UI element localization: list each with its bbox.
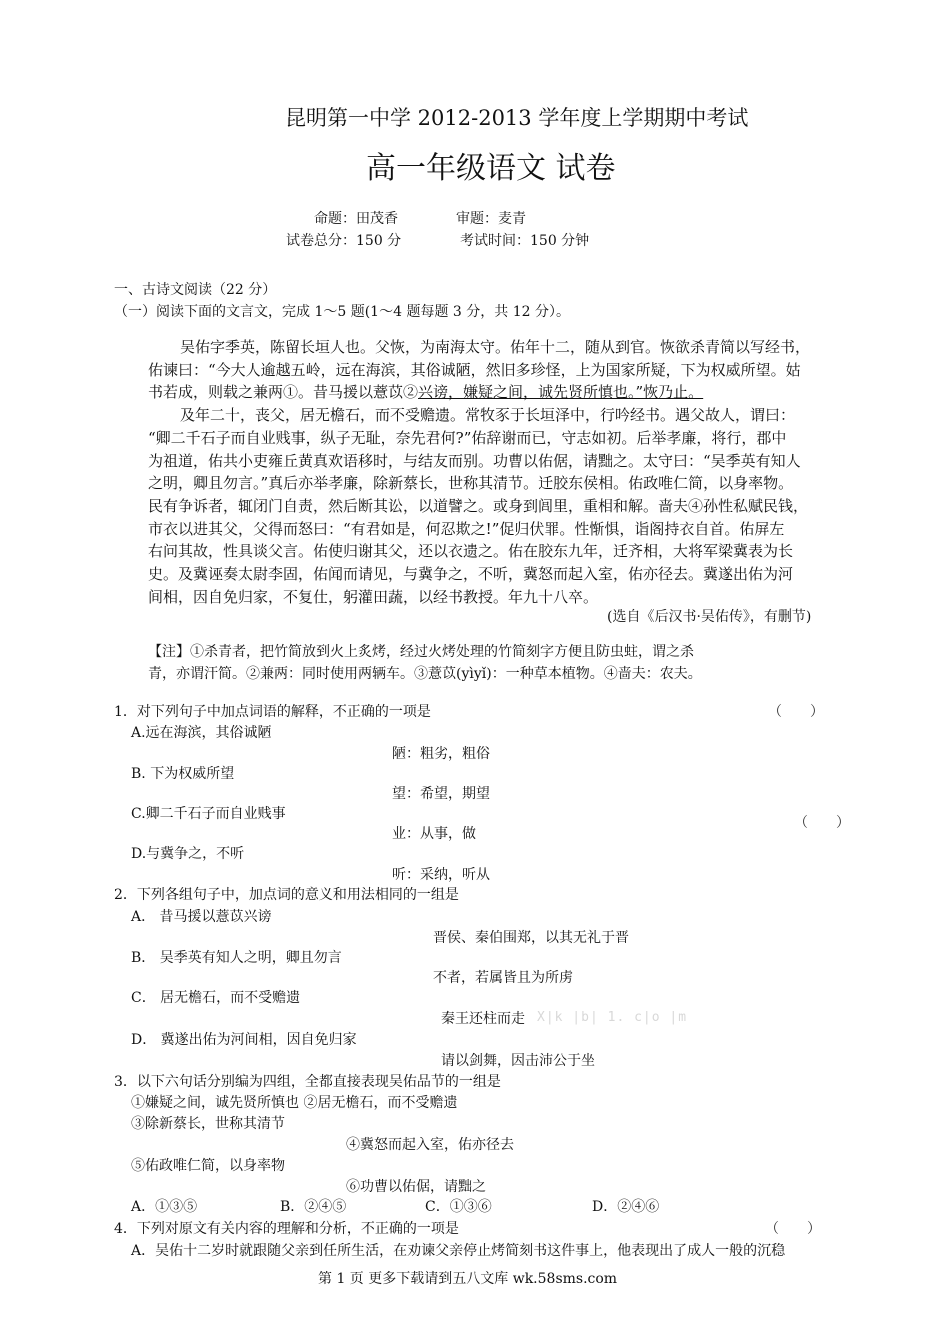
author-label: 命题：田茂香 [314,211,398,227]
note-line-1: 【注】①杀青者，把竹简放到火上炙烤，经过火烤处理的竹简刻字方便且防虫蛀，谓之杀 [148,644,694,660]
answer-bracket[interactable]: （ ） [765,1221,821,1237]
classical-passage [148,336,810,608]
q1-option-c[interactable]: C.卿二千石子而自业贱事 [131,806,286,822]
q3-statement-row: ⑥功曹以佑倨，请黜之 [346,1179,486,1195]
q1-option-b[interactable]: B. 下为权威所望 [131,766,235,782]
page-footer: 第 1 页 更多下载请到五八文库 wk.58sms.com [318,1271,618,1287]
question-1-stem: 1．对下列句子中加点词语的解释，不正确的一项是 [114,704,431,720]
passage-line [148,381,810,404]
underlined-sentence: 兴谤，嫌疑之间，诚先贤所慎也。”恢乃止。 [418,383,704,402]
q3-statement-row: ①嫌疑之间，诚先贤所慎也 ②居无檐石，而不受赡遗 [131,1095,458,1111]
exam-subtitle: 高一年级语文 试卷 [366,151,616,186]
question-4-stem: 4．下列对原文有关内容的理解和分析，不正确的一项是 [114,1221,459,1237]
reviewer-label: 审题：麦青 [456,211,526,227]
q2-option-d[interactable]: D． 冀遂出佑为河间相，因自免归家 [131,1032,357,1048]
passage-line: 佑谏曰：“今大人逾越五岭，远在海滨，其俗诚陋，然旧多珍怪，上为国家所疑，下为权威所望。姑 [148,360,801,379]
question-3-stem: 3．以下六句话分别编为四组，全都直接表现吴佑品节的一组是 [114,1074,501,1090]
q2-option-c[interactable]: C． 居无檐石，而不受赡遗 [131,990,301,1006]
q1-option-a[interactable]: A.远在海滨，其俗诚陋 [131,725,272,741]
total-score: 试卷总分：150 分 [286,233,402,249]
question-2-stem: 2．下列各组句子中，加点词的意义和用法相同的一组是 [114,887,459,903]
passage-line: 及年二十，丧父，居无檐石，而不受赡遗。常牧豕于长垣泽中，行吟经书。遇父故人，谓曰： [180,406,796,425]
passage-line: 市衣以进其父，父得而怒曰：“有君如是，何忍欺之!”促归伏罪。性惭惧，诣阁持衣自首。佑屏左 [148,519,785,538]
passage-line: 吴佑字季英，陈留长垣人也。父恢，为南海太守。佑年十二，随从到官。恢欲杀青简以写经书， [180,338,811,356]
passage-line: 间相，因自免归家，不复仕，躬灌田蔬，以经书教授。年九十八卒。 [148,587,599,606]
q3-option-a[interactable]: A．①③⑤ [131,1199,198,1215]
q3-statement-row: ④冀怒而起入室，佑亦径去 [346,1137,514,1153]
q3-option-b[interactable]: B．②④⑤ [280,1199,347,1215]
q2-option-c-pair: 秦王还柱而走 [441,1011,525,1027]
section-subheading: （一）阅读下面的文言文，完成 1～5 题(1～4 题每题 3 分，共 12 分）。 [114,304,570,320]
q1-option-c-gloss: 业：从事，做 [392,826,476,842]
q2-option-b[interactable]: B． 吴季英有知人之明，卿且勿言 [131,950,342,966]
answer-bracket[interactable]: （ ） [794,815,850,831]
passage-line-text: 书若成，则载之兼两①。昔马援以薏苡② [148,383,419,402]
passage-line: 史。及冀诬奏太尉李固，佑闻而请见，与冀争之，不听，冀怒而起入室，佑亦径去。冀遂出佑为河 [148,565,794,584]
passage-line: 之明，卿且勿言。”真后亦举孝廉，除新蔡长，世称其清节。迁胶东侯相。佑政唯仁简，以身率物。 [148,474,794,493]
section-heading: 一、古诗文阅读（22 分） [114,282,277,298]
q1-option-a-gloss: 陋：粗劣，粗俗 [392,746,490,762]
q1-option-d[interactable]: D.与冀争之，不听 [131,846,245,862]
q3-option-d[interactable]: D．②④⑥ [592,1199,660,1215]
passage-line: “卿二千石子而自业贱事，纵子无耻，奈先君何?”佑辞谢而已，守志如初。后举孝廉，将行，郡中 [148,428,787,447]
exam-title: 昆明第一中学 2012-2013 学年度上学期期中考试 [285,106,749,130]
q2-option-a[interactable]: A． 昔马援以薏苡兴谤 [131,909,272,925]
time-limit: 考试时间：150 分钟 [460,233,590,249]
answer-bracket[interactable]: （ ） [768,704,824,720]
q4-option-a[interactable]: A．吴佑十二岁时就跟随父亲到任所生活，在劝谏父亲停止烤简刻书这件事上，他表现出了成人一般的沉稳 [131,1243,786,1259]
watermark: X|k |b| 1. c|o |m [537,1010,688,1025]
passage-line: 民有争诉者，辄闭门自责，然后断其讼，以道譬之。或身到闾里，重相和解。啬夫④孙性私赋民钱， [148,496,809,515]
q1-option-d-gloss: 听：采纳，听从 [392,867,490,883]
passage-source: (选自《后汉书·吴佑传》，有删节) [607,609,812,625]
q1-option-b-gloss: 望：希望，期望 [392,786,490,802]
q2-option-b-pair: 不者，若属皆且为所虏 [433,970,573,986]
note-line-2: 青，亦谓汗简。②兼两：同时使用两辆车。③薏苡(yìyǐ)：一种草本植物。④啬夫：农夫。 [148,666,702,682]
q2-option-a-pair: 晋侯、秦伯围郑，以其无礼于晋 [433,930,629,946]
q3-statement-row: ⑤佑政唯仁简，以身率物 [131,1158,285,1174]
q3-statement-row: ③除新蔡长，世称其清节 [131,1116,285,1132]
passage-line: 为祖道，佑共小吏雍丘黄真欢语移时，与结友而别。功曹以佑倨，请黜之。太守曰：“吴季英有知人 [148,451,801,470]
passage-line: 右问其故，性具谈父言。佑使归谢其父，还以衣遗之。佑在胶东九年，迁齐相，大将军梁冀表为长 [148,542,794,561]
q2-option-d-pair: 请以剑舞，因击沛公于坐 [441,1053,595,1069]
q3-option-c[interactable]: C．①③⑥ [425,1199,492,1215]
